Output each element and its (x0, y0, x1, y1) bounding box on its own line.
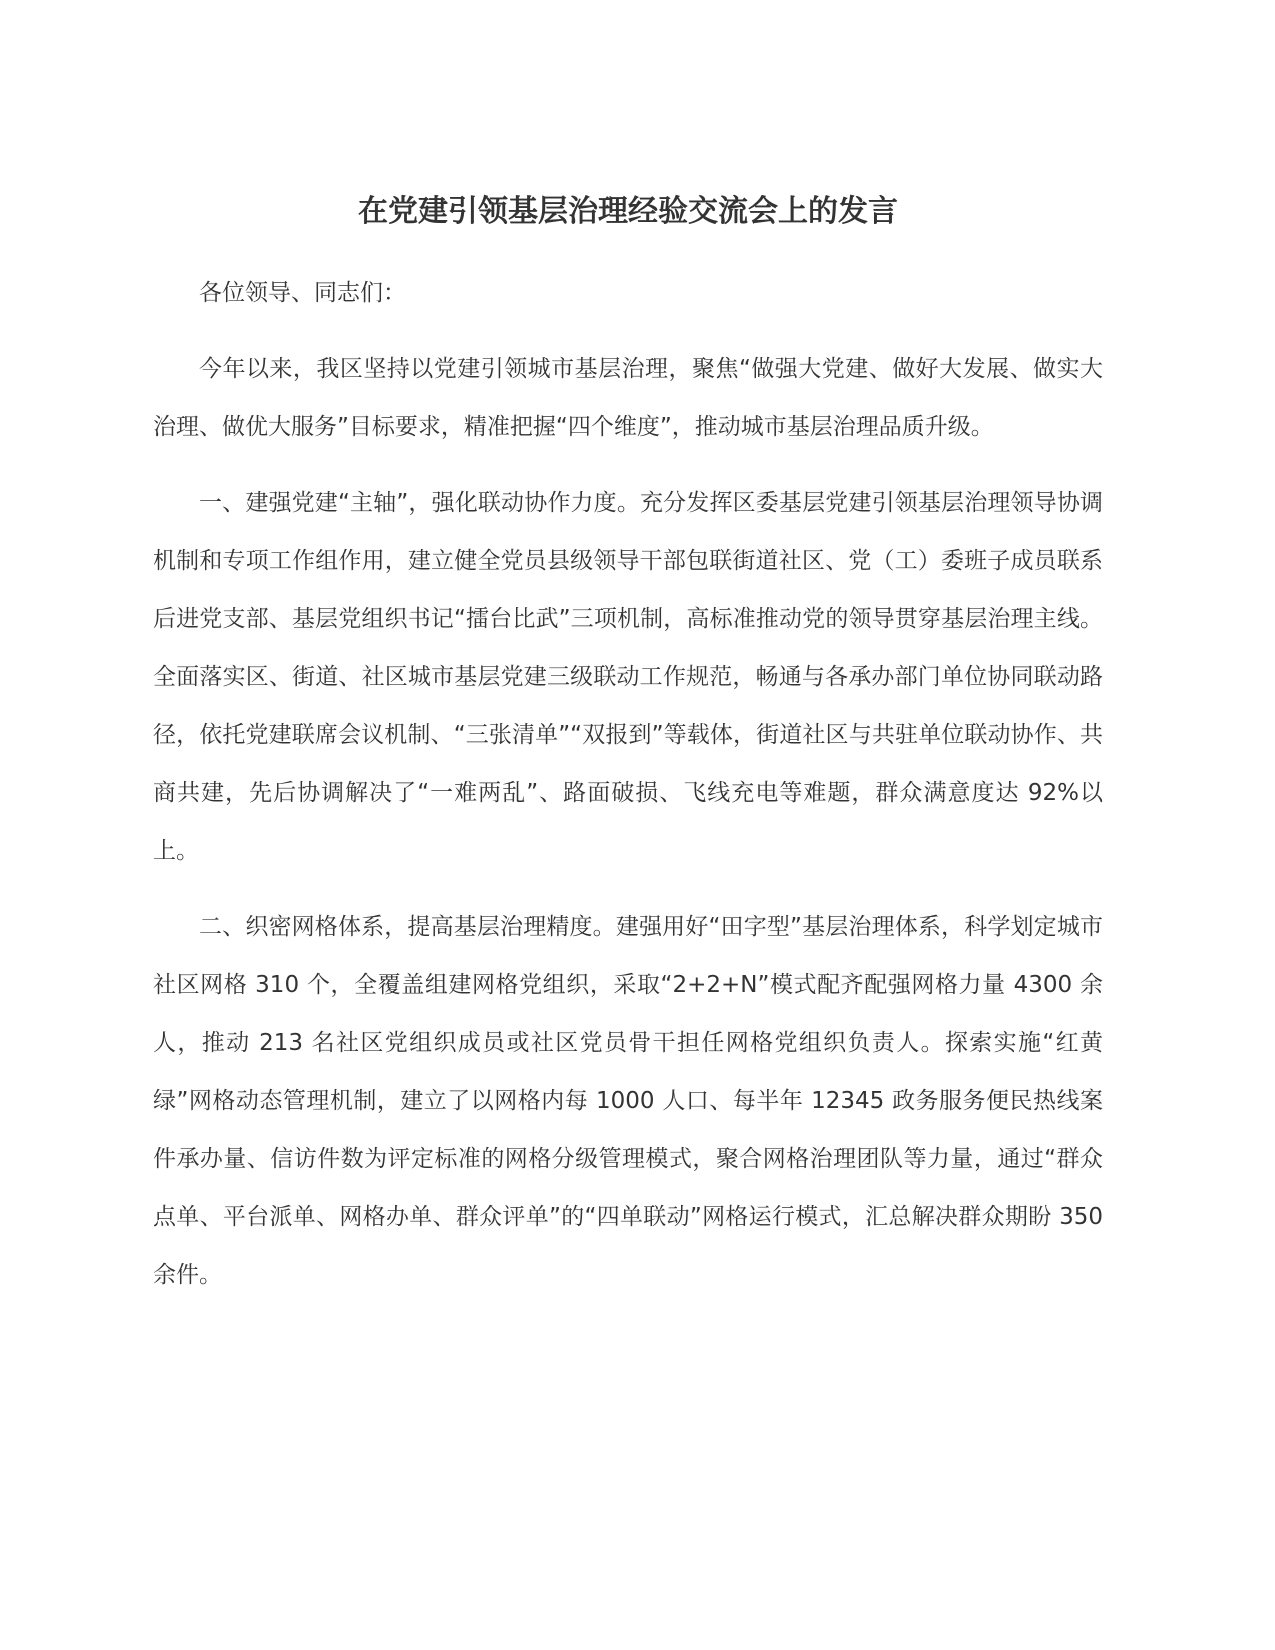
document-title: 在党建引领基层治理经验交流会上的发言 (358, 194, 898, 229)
document-body (153, 190, 1103, 1322)
paragraph-intro: 今年以来，我区坚持以党建引领城市基层治理，聚焦“做强大党建、做好大发展、做实大治理、做优大服务”目标要求，精准把握“四个维度”，推动城市基层治理品质升级。 (153, 356, 1103, 440)
paragraph-section-1: 一、建强党建“主轴”，强化联动协作力度。充分发挥区委基层党建引领基层治理领导协调机制和专项工作组作用，建立健全党员县级领导干部包联街道社区、党（工）委班子成员联系后进党支部、基层党组织书记“擂台比武”三项机制，高标准推动党的领导贯穿基层治理主线。全面落实区、街道、社区城市基层党建三级联动工作规范，畅通与各承办部门单位协同联动路径，依托党建联席会议机制、“三张清单”“双报到”等载体，街道社区与共驻单位联动协作、共商共建，先后协调解决了“一难两乱”、路面破损、飞线充电等难题，群众满意度达 92%以上。 (153, 490, 1103, 864)
salutation: 各位领导、同志们： (199, 280, 406, 306)
paragraph-section-2: 二、织密网格体系，提高基层治理精度。建强用好“田字型”基层治理体系，科学划定城市社区网格 310 个，全覆盖组建网格党组织，采取“2+2+N”模式配齐配强网格力量 4300 余人，推动 213 名社区党组织成员或社区党员骨干担任网格党组织负责人。探索实施“红黄绿”网格动态管理机制，建立了以网格内每 1000 人口、每半年 12345 政务服务便民热线案件承办量、信访件数为评定标准的网格分级管理模式，聚合网格治理团队等力量，通过“群众点单、平台派单、网格办单、群众评单”的“四单联动”网格运行模式，汇总解决群众期盼 350 余件。 (153, 914, 1103, 1288)
